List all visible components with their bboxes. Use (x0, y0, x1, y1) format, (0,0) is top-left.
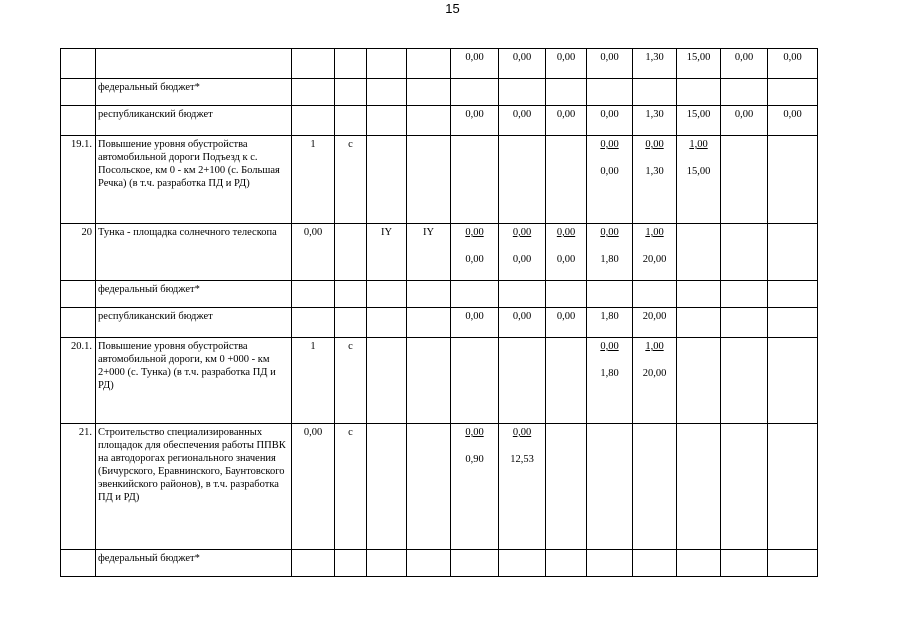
cell-category (367, 550, 407, 577)
value-cell (721, 281, 768, 308)
row-name: Тунка - площадка солнечного телескопа (96, 224, 292, 281)
value-cell (633, 338, 677, 424)
value-top: 0,00 (556, 311, 576, 322)
value-cell (721, 49, 768, 79)
value-top: 1,80 (600, 311, 619, 322)
value-top: 20,00 (642, 311, 667, 322)
value-cell (587, 424, 633, 550)
row-number (61, 49, 96, 79)
value-cell (499, 224, 546, 281)
cell-stage: с (335, 424, 367, 550)
cell-category (367, 106, 407, 136)
row-number (61, 106, 96, 136)
value-cell (677, 49, 721, 79)
cell-capacity: 1 (292, 338, 335, 424)
cell-category (367, 424, 407, 550)
cell-category (367, 49, 407, 79)
value-top: 1,00 (689, 139, 708, 150)
cell-category-2 (407, 281, 451, 308)
value-cell (451, 79, 499, 106)
value-cell (546, 136, 587, 224)
cell-category (367, 308, 407, 338)
value-cell (587, 79, 633, 106)
value-cell (587, 338, 633, 424)
value-top: 0,00 (734, 52, 754, 63)
table-row (61, 308, 818, 338)
table-row (61, 106, 818, 136)
value-cell (499, 79, 546, 106)
cell-capacity (292, 79, 335, 106)
value-bottom: 1,30 (645, 166, 664, 177)
row-name (96, 49, 292, 79)
row-number: 21. (61, 424, 96, 550)
cell-category (367, 281, 407, 308)
cell-category-2 (407, 424, 451, 550)
value-top: 0,00 (465, 311, 484, 322)
value-cell (587, 224, 633, 281)
value-cell (546, 338, 587, 424)
value-cell (677, 550, 721, 577)
cell-stage (335, 106, 367, 136)
value-top: 0,00 (465, 227, 484, 238)
value-cell (721, 424, 768, 550)
value-top: 1,30 (645, 52, 664, 63)
value-cell (721, 106, 768, 136)
value-cell (587, 308, 633, 338)
value-top: 0,00 (512, 227, 532, 238)
value-cell (633, 79, 677, 106)
value-cell (633, 224, 677, 281)
value-top: 0,00 (512, 52, 532, 63)
cell-category-2: IY (407, 224, 451, 281)
value-cell (768, 79, 818, 106)
value-cell (677, 136, 721, 224)
value-cell (768, 550, 818, 577)
value-top: 0,00 (512, 109, 532, 120)
value-top: 0,00 (783, 52, 802, 63)
value-bottom: 0,00 (556, 254, 576, 265)
value-cell (499, 550, 546, 577)
value-cell (451, 308, 499, 338)
table-row (61, 424, 818, 550)
budget-table (60, 48, 818, 577)
value-top: 0,00 (512, 427, 532, 438)
row-name: федеральный бюджет* (96, 550, 292, 577)
value-cell (546, 224, 587, 281)
value-cell (451, 281, 499, 308)
row-name: федеральный бюджет* (96, 281, 292, 308)
value-cell (587, 106, 633, 136)
row-number (61, 281, 96, 308)
value-cell (768, 136, 818, 224)
value-cell (768, 281, 818, 308)
value-cell (721, 224, 768, 281)
value-bottom: 15,00 (686, 166, 711, 177)
row-name: Повышение уровня обустройства автомобильной дороги Подъезд к с. Посольское, км 0 - км 2+100 (с. Большая Речка) (в т.ч. разработка ПД и РД) (96, 136, 292, 224)
value-cell (721, 79, 768, 106)
value-cell (546, 550, 587, 577)
value-cell (677, 308, 721, 338)
value-cell (633, 424, 677, 550)
cell-capacity (292, 106, 335, 136)
value-top: 0,00 (645, 139, 664, 150)
value-cell (546, 49, 587, 79)
value-top: 15,00 (686, 109, 711, 120)
row-number (61, 308, 96, 338)
value-cell (768, 106, 818, 136)
value-bottom: 12,53 (510, 454, 534, 465)
value-cell (768, 308, 818, 338)
cell-category-2 (407, 308, 451, 338)
cell-stage (335, 79, 367, 106)
value-top: 1,30 (645, 109, 664, 120)
cell-capacity (292, 550, 335, 577)
value-cell (499, 338, 546, 424)
value-cell (633, 106, 677, 136)
table-row (61, 281, 818, 308)
value-top: 0,00 (556, 227, 576, 238)
value-cell (587, 550, 633, 577)
cell-capacity: 1 (292, 136, 335, 224)
cell-stage (335, 49, 367, 79)
cell-capacity: 0,00 (292, 424, 335, 550)
cell-category: IY (367, 224, 407, 281)
cell-category (367, 79, 407, 106)
value-cell (546, 424, 587, 550)
value-cell (677, 106, 721, 136)
value-bottom: 0,90 (465, 454, 484, 465)
value-cell (451, 424, 499, 550)
value-cell (546, 281, 587, 308)
value-cell (721, 136, 768, 224)
value-cell (451, 224, 499, 281)
value-cell (768, 49, 818, 79)
value-cell (677, 338, 721, 424)
value-cell (721, 550, 768, 577)
table-row (61, 79, 818, 106)
value-bottom: 0,00 (600, 166, 619, 177)
cell-capacity (292, 281, 335, 308)
row-number: 19.1. (61, 136, 96, 224)
value-cell (587, 136, 633, 224)
value-cell (721, 308, 768, 338)
cell-category-2 (407, 136, 451, 224)
value-top: 0,00 (556, 109, 576, 120)
cell-category-2 (407, 338, 451, 424)
value-bottom: 0,00 (465, 254, 484, 265)
cell-category (367, 338, 407, 424)
value-cell (677, 281, 721, 308)
row-number: 20 (61, 224, 96, 281)
value-cell (677, 224, 721, 281)
value-cell (633, 308, 677, 338)
table-row (61, 224, 818, 281)
value-top: 0,00 (556, 52, 576, 63)
row-name: Строительство специализированных площадок для обеспечения работы ППВК на автодорогах регионального значения (Бичурского, Еравнинского, Баунтовского эвенкийского районов), в т.ч. разработка ПД и РД) (96, 424, 292, 550)
value-top: 0,00 (465, 109, 484, 120)
table-row (61, 136, 818, 224)
value-top: 15,00 (686, 52, 711, 63)
value-top: 0,00 (600, 341, 619, 352)
cell-category-2 (407, 106, 451, 136)
table-row (61, 550, 818, 577)
value-cell (633, 281, 677, 308)
value-cell (499, 136, 546, 224)
cell-stage (335, 224, 367, 281)
cell-category (367, 136, 407, 224)
value-cell (721, 338, 768, 424)
value-cell (451, 550, 499, 577)
cell-stage: с (335, 338, 367, 424)
value-cell (499, 281, 546, 308)
value-top: 0,00 (465, 427, 484, 438)
table-row (61, 49, 818, 79)
cell-capacity (292, 308, 335, 338)
value-top: 1,00 (645, 227, 664, 238)
value-cell (499, 424, 546, 550)
cell-category-2 (407, 79, 451, 106)
value-cell (677, 79, 721, 106)
value-cell (451, 136, 499, 224)
value-cell (451, 49, 499, 79)
value-cell (633, 136, 677, 224)
cell-capacity (292, 49, 335, 79)
row-name: федеральный бюджет* (96, 79, 292, 106)
row-name: республиканский бюджет (96, 308, 292, 338)
row-name: Повышение уровня обустройства автомобильной дороги, км 0 +000 - км 2+000 (с. Тунка) (в т.ч. разработка ПД и РД) (96, 338, 292, 424)
value-top: 0,00 (600, 109, 619, 120)
value-top: 0,00 (600, 139, 619, 150)
value-bottom: 20,00 (642, 368, 667, 379)
value-cell (768, 224, 818, 281)
row-number (61, 79, 96, 106)
cell-category-2 (407, 550, 451, 577)
cell-capacity: 0,00 (292, 224, 335, 281)
value-top: 0,00 (512, 311, 532, 322)
cell-stage (335, 550, 367, 577)
value-cell (451, 338, 499, 424)
value-bottom: 20,00 (642, 254, 667, 265)
value-bottom: 1,80 (600, 368, 619, 379)
table-row (61, 338, 818, 424)
value-cell (633, 550, 677, 577)
value-top: 0,00 (600, 52, 619, 63)
value-top: 1,00 (645, 341, 664, 352)
value-cell (587, 281, 633, 308)
page-number: 15 (445, 1, 460, 16)
value-cell (768, 424, 818, 550)
value-cell (633, 49, 677, 79)
value-cell (546, 79, 587, 106)
cell-stage: с (335, 136, 367, 224)
value-cell (499, 106, 546, 136)
value-cell (677, 424, 721, 550)
value-bottom: 0,00 (512, 254, 532, 265)
value-cell (499, 308, 546, 338)
value-top: 0,00 (600, 227, 619, 238)
value-cell (546, 106, 587, 136)
value-cell (587, 49, 633, 79)
row-name: республиканский бюджет (96, 106, 292, 136)
value-bottom: 1,80 (600, 254, 619, 265)
row-number (61, 550, 96, 577)
value-cell (546, 308, 587, 338)
cell-stage (335, 281, 367, 308)
value-cell (451, 106, 499, 136)
value-top: 0,00 (734, 109, 754, 120)
value-cell (499, 49, 546, 79)
row-number: 20.1. (61, 338, 96, 424)
cell-category-2 (407, 49, 451, 79)
value-top: 0,00 (783, 109, 802, 120)
value-cell (768, 338, 818, 424)
value-top: 0,00 (465, 52, 484, 63)
cell-stage (335, 308, 367, 338)
